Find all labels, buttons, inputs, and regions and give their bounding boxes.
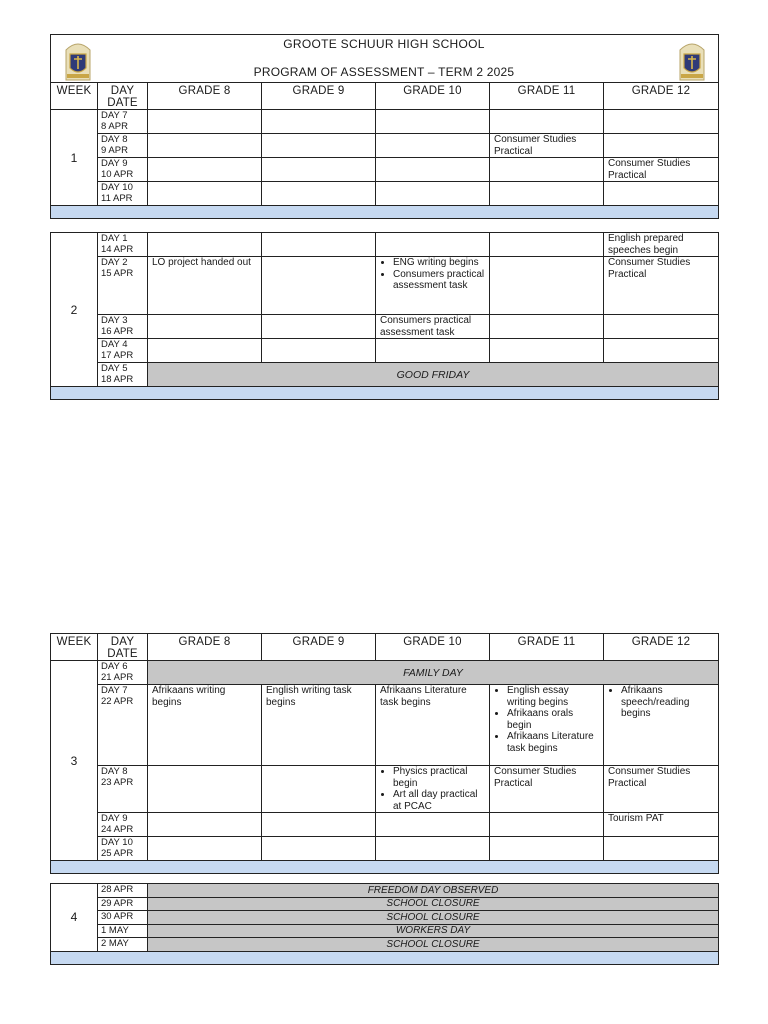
grade-8-cell: Afrikaans writing begins <box>148 685 262 766</box>
table-row <box>51 257 719 315</box>
holiday-cell: FAMILY DAY <box>148 661 719 685</box>
grade-10-cell: Consumers practical assessment task <box>376 315 490 339</box>
table-row <box>51 813 719 837</box>
grade-9-cell: English writing task begins <box>262 685 376 766</box>
closure-cell: WORKERS DAY <box>148 924 719 938</box>
grade-10-cell <box>376 813 490 837</box>
grade-11-cell <box>490 315 604 339</box>
grade-8-cell <box>148 766 262 813</box>
grade-8-cell <box>148 182 262 206</box>
table-row <box>51 924 719 938</box>
holiday-cell: GOOD FRIDAY <box>148 363 719 387</box>
week-number: 1 <box>51 110 98 206</box>
table-row <box>51 182 719 206</box>
day-date: 30 APR <box>98 911 148 925</box>
grade-9-cell <box>262 182 376 206</box>
week-number: 3 <box>51 661 98 861</box>
grade-9-cell <box>262 134 376 158</box>
grade-11-cell <box>490 813 604 837</box>
col-header-grade-12: GRADE 12 <box>604 634 719 661</box>
grade-12-cell <box>604 134 719 158</box>
grade-9-cell <box>262 837 376 861</box>
grade-9-cell <box>262 315 376 339</box>
grade-9-cell <box>262 813 376 837</box>
grade-10-cell <box>376 339 490 363</box>
col-header-grade-9: GRADE 9 <box>262 83 376 110</box>
table-row <box>51 315 719 339</box>
grade-12-cell: Consumer Studies Practical <box>604 766 719 813</box>
grade-11-cell <box>490 257 604 315</box>
school-name: GROOTE SCHUUR HIGH SCHOOL <box>283 37 485 51</box>
grade-12-cell: Tourism PAT <box>604 813 719 837</box>
col-header-week: WEEK <box>51 83 98 110</box>
grade-12-cell <box>604 837 719 861</box>
list-item: • Physics practical begin <box>393 766 485 789</box>
grade-9-cell <box>262 233 376 257</box>
list-item: • ENG writing begins <box>393 257 485 269</box>
grade-10-cell <box>376 837 490 861</box>
day-date: DAY 3 16 APR <box>98 315 148 339</box>
day-date: DAY 4 17 APR <box>98 339 148 363</box>
grade-8-cell <box>148 339 262 363</box>
table-row <box>51 938 719 952</box>
grade-11-cell: Consumer Studies Practical <box>490 766 604 813</box>
col-header-day-date: DAY DATE <box>98 83 148 110</box>
grade-10-cell <box>376 233 490 257</box>
grade-11-cell <box>490 182 604 206</box>
table-row <box>51 837 719 861</box>
grade-9-cell <box>262 766 376 813</box>
list-item: • Consumers practical assessment task <box>393 269 485 292</box>
schedule-table-week-3 <box>50 633 719 874</box>
closure-cell: SCHOOL CLOSURE <box>148 938 719 952</box>
table-row <box>51 884 719 898</box>
schedule-table-week-2 <box>50 232 719 400</box>
col-header-grade-11: GRADE 11 <box>490 83 604 110</box>
list-item: • English essay writing begins <box>507 685 599 708</box>
grade-12-cell <box>604 339 719 363</box>
list-item: • Art all day practical at PCAC <box>393 789 485 812</box>
grade-9-cell <box>262 339 376 363</box>
grade-12-cell: Consumer Studies Practical <box>604 257 719 315</box>
col-header-grade-10: GRADE 10 <box>376 83 490 110</box>
grade-12-cell <box>604 685 719 766</box>
grade-11-cell <box>490 158 604 182</box>
grade-8-cell <box>148 233 262 257</box>
col-header-grade-11: GRADE 11 <box>490 634 604 661</box>
col-header-grade-8: GRADE 8 <box>148 634 262 661</box>
grade-12-cell <box>604 182 719 206</box>
col-header-grade-9: GRADE 9 <box>262 634 376 661</box>
bullet-list <box>380 257 485 292</box>
week-number: 4 <box>51 884 98 952</box>
day-date: DAY 9 10 APR <box>98 158 148 182</box>
grade-8-cell: LO project handed out <box>148 257 262 315</box>
grade-11-cell <box>490 837 604 861</box>
grade-10-cell <box>376 257 490 315</box>
day-date: DAY 9 24 APR <box>98 813 148 837</box>
day-date: 28 APR <box>98 884 148 898</box>
header-frame <box>50 34 719 82</box>
grade-12-cell <box>604 110 719 134</box>
day-date: DAY 10 25 APR <box>98 837 148 861</box>
grade-11-cell <box>490 339 604 363</box>
grade-8-cell <box>148 813 262 837</box>
table-row <box>51 897 719 911</box>
grade-9-cell <box>262 158 376 182</box>
table-row <box>51 339 719 363</box>
list-item: • Afrikaans Literature task begins <box>507 731 599 754</box>
table-row <box>51 134 719 158</box>
grade-8-cell <box>148 158 262 182</box>
day-date: DAY 5 18 APR <box>98 363 148 387</box>
grade-9-cell <box>262 110 376 134</box>
grade-10-cell <box>376 134 490 158</box>
day-date: DAY 8 23 APR <box>98 766 148 813</box>
grade-8-cell <box>148 134 262 158</box>
col-header-day-date: DAY DATE <box>98 634 148 661</box>
day-date: 29 APR <box>98 897 148 911</box>
grade-11-cell <box>490 110 604 134</box>
table-row <box>51 911 719 925</box>
day-date: DAY 7 22 APR <box>98 685 148 766</box>
table-row <box>51 766 719 813</box>
grade-8-cell <box>148 837 262 861</box>
grade-10-cell <box>376 182 490 206</box>
week-separator-bar <box>51 861 719 874</box>
day-date: DAY 1 14 APR <box>98 233 148 257</box>
closure-cell: FREEDOM DAY OBSERVED <box>148 884 719 898</box>
table-row <box>51 158 719 182</box>
grade-8-cell <box>148 110 262 134</box>
grade-11-cell <box>490 685 604 766</box>
grade-10-cell <box>376 110 490 134</box>
schedule-table-week-4 <box>50 883 719 965</box>
list-item: • Afrikaans speech/reading begins <box>621 685 714 720</box>
day-date: DAY 10 11 APR <box>98 182 148 206</box>
col-header-week: WEEK <box>51 634 98 661</box>
bullet-list <box>380 766 485 812</box>
week-separator-bar <box>51 387 719 400</box>
week-number: 2 <box>51 233 98 387</box>
table-row <box>51 661 719 685</box>
closure-cell: SCHOOL CLOSURE <box>148 897 719 911</box>
grade-10-cell <box>376 158 490 182</box>
day-date: 2 MAY <box>98 938 148 952</box>
grade-11-cell: Consumer Studies Practical <box>490 134 604 158</box>
list-item: • Afrikaans orals begin <box>507 708 599 731</box>
grade-10-cell: Afrikaans Literature task begins <box>376 685 490 766</box>
week-separator-bar <box>51 206 719 219</box>
table-row <box>51 363 719 387</box>
schedule-table-week-1 <box>50 82 719 219</box>
grade-10-cell <box>376 766 490 813</box>
day-date: DAY 8 9 APR <box>98 134 148 158</box>
day-date: DAY 6 21 APR <box>98 661 148 685</box>
col-header-grade-12: GRADE 12 <box>604 83 719 110</box>
col-header-grade-10: GRADE 10 <box>376 634 490 661</box>
grade-12-cell: English prepared speeches begin <box>604 233 719 257</box>
grade-11-cell <box>490 233 604 257</box>
document-title: PROGRAM OF ASSESSMENT – TERM 2 2025 <box>253 65 515 79</box>
grade-12-cell <box>604 315 719 339</box>
bullet-list <box>494 685 599 754</box>
table-row <box>51 685 719 766</box>
grade-9-cell <box>262 257 376 315</box>
week-separator-bar <box>51 951 719 964</box>
grade-8-cell <box>148 315 262 339</box>
day-date: 1 MAY <box>98 924 148 938</box>
bullet-list <box>608 685 714 720</box>
table-row <box>51 110 719 134</box>
closure-cell: SCHOOL CLOSURE <box>148 911 719 925</box>
col-header-grade-8: GRADE 8 <box>148 83 262 110</box>
day-date: DAY 2 15 APR <box>98 257 148 315</box>
day-date: DAY 7 8 APR <box>98 110 148 134</box>
grade-12-cell: Consumer Studies Practical <box>604 158 719 182</box>
table-row <box>51 233 719 257</box>
